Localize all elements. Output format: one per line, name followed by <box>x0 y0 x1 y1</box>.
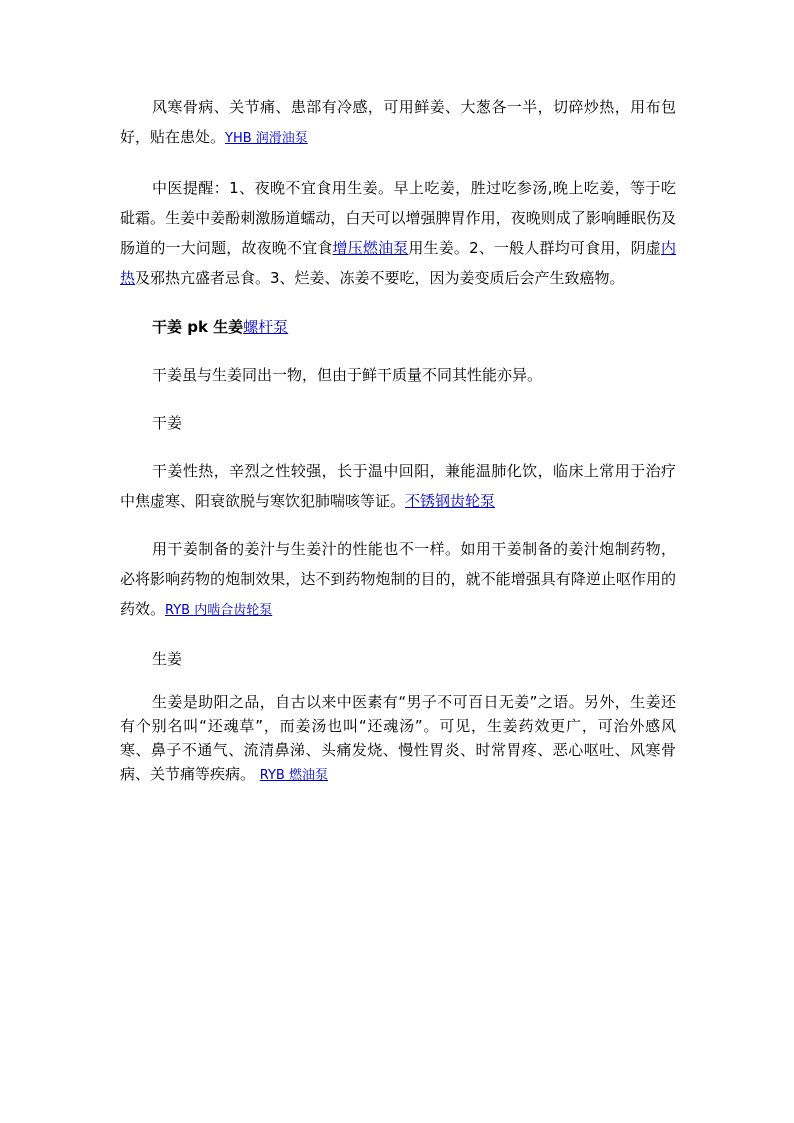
paragraph-ginger-juice <box>120 534 676 626</box>
heading-text: 干姜 pk 生姜 <box>152 318 244 336</box>
paragraph-text: 风寒骨病、关节痛、患部有冷感，可用鲜姜、大葱各一半，切碎炒热，用布包好，贴在患处。 <box>120 98 676 146</box>
paragraph-text: 及邪热亢盛者忌食。3、烂姜、冻姜不要吃，因为姜变质后会产生致癌物。 <box>135 269 625 287</box>
link-ryb-internal-gear-pump[interactable]: RYB 内啮合齿轮泵 <box>165 603 273 618</box>
link-stainless-gear-pump[interactable]: 不锈钢齿轮泵 <box>405 492 496 510</box>
paragraph-text: 干姜性热，辛烈之性较强，长于温中回阳，兼能温肺化饮，临床上常用于治疗中焦虚寒、阳衰欲脱与寒饮犯肺喘咳等证。 <box>120 462 676 510</box>
paragraph-text: 中医提醒：1、夜晚不宜食用生姜。早上吃姜，胜过吃参汤,晚上吃姜，等于吃砒霜。生姜中姜酚刺激肠道蠕动，白天可以增强脾胃作用，夜晚则成了影响睡眠伤及肠道的一大问题，故夜晚不宜食 <box>120 179 676 257</box>
paragraph-fresh-ginger-properties <box>120 690 676 788</box>
paragraph-cold-bone-remedy <box>120 92 676 154</box>
link-internal-heat[interactable]: 内热 <box>120 239 676 287</box>
paragraph-text: 用生姜。2、一般人群均可食用，阴虚 <box>408 239 661 257</box>
document-page <box>120 92 676 788</box>
heading-dried-ginger <box>120 408 676 438</box>
paragraph-text: 生姜是助阳之品，自古以来中医素有“男子不可百日无姜”之语。另外，生姜还有个别名叫“还魂草”，而姜汤也叫“还魂汤”。可见，生姜药效更广，可治外感风寒、鼻子不通气、流清鼻涕、头痛发烧、慢性胃炎、时常胃疼、恶心呕吐、风寒骨病、关节痛等疾病。 <box>120 693 676 783</box>
heading-fresh-ginger <box>120 644 676 674</box>
link-ryb-fuel-pump[interactable]: RYB 燃油泵 <box>259 768 328 783</box>
paragraph-text: 干姜虽与生姜同出一物，但由于鲜干质量不同其性能亦异。 <box>152 366 543 384</box>
paragraph-ginger-difference <box>120 360 676 390</box>
paragraph-text: 用干姜制备的姜汁与生姜汁的性能也不一样。如用干姜制备的姜汁炮制药物，必将影响药物的炮制效果，达不到药物炮制的目的，就不能增强具有降逆止呕作用的药效。 <box>120 540 676 618</box>
paragraph-dried-ginger-properties <box>120 456 676 516</box>
heading-text: 干姜 <box>152 414 183 432</box>
heading-text: 生姜 <box>152 650 183 668</box>
link-yhb-lubrication-pump[interactable]: YHB 润滑油泵 <box>225 131 308 146</box>
paragraph-tcm-reminder <box>120 173 676 293</box>
link-screw-pump[interactable]: 螺杆泵 <box>243 318 289 336</box>
link-booster-fuel-pump[interactable]: 增压燃油泵 <box>332 239 409 257</box>
heading-dried-vs-fresh-ginger <box>120 312 676 342</box>
